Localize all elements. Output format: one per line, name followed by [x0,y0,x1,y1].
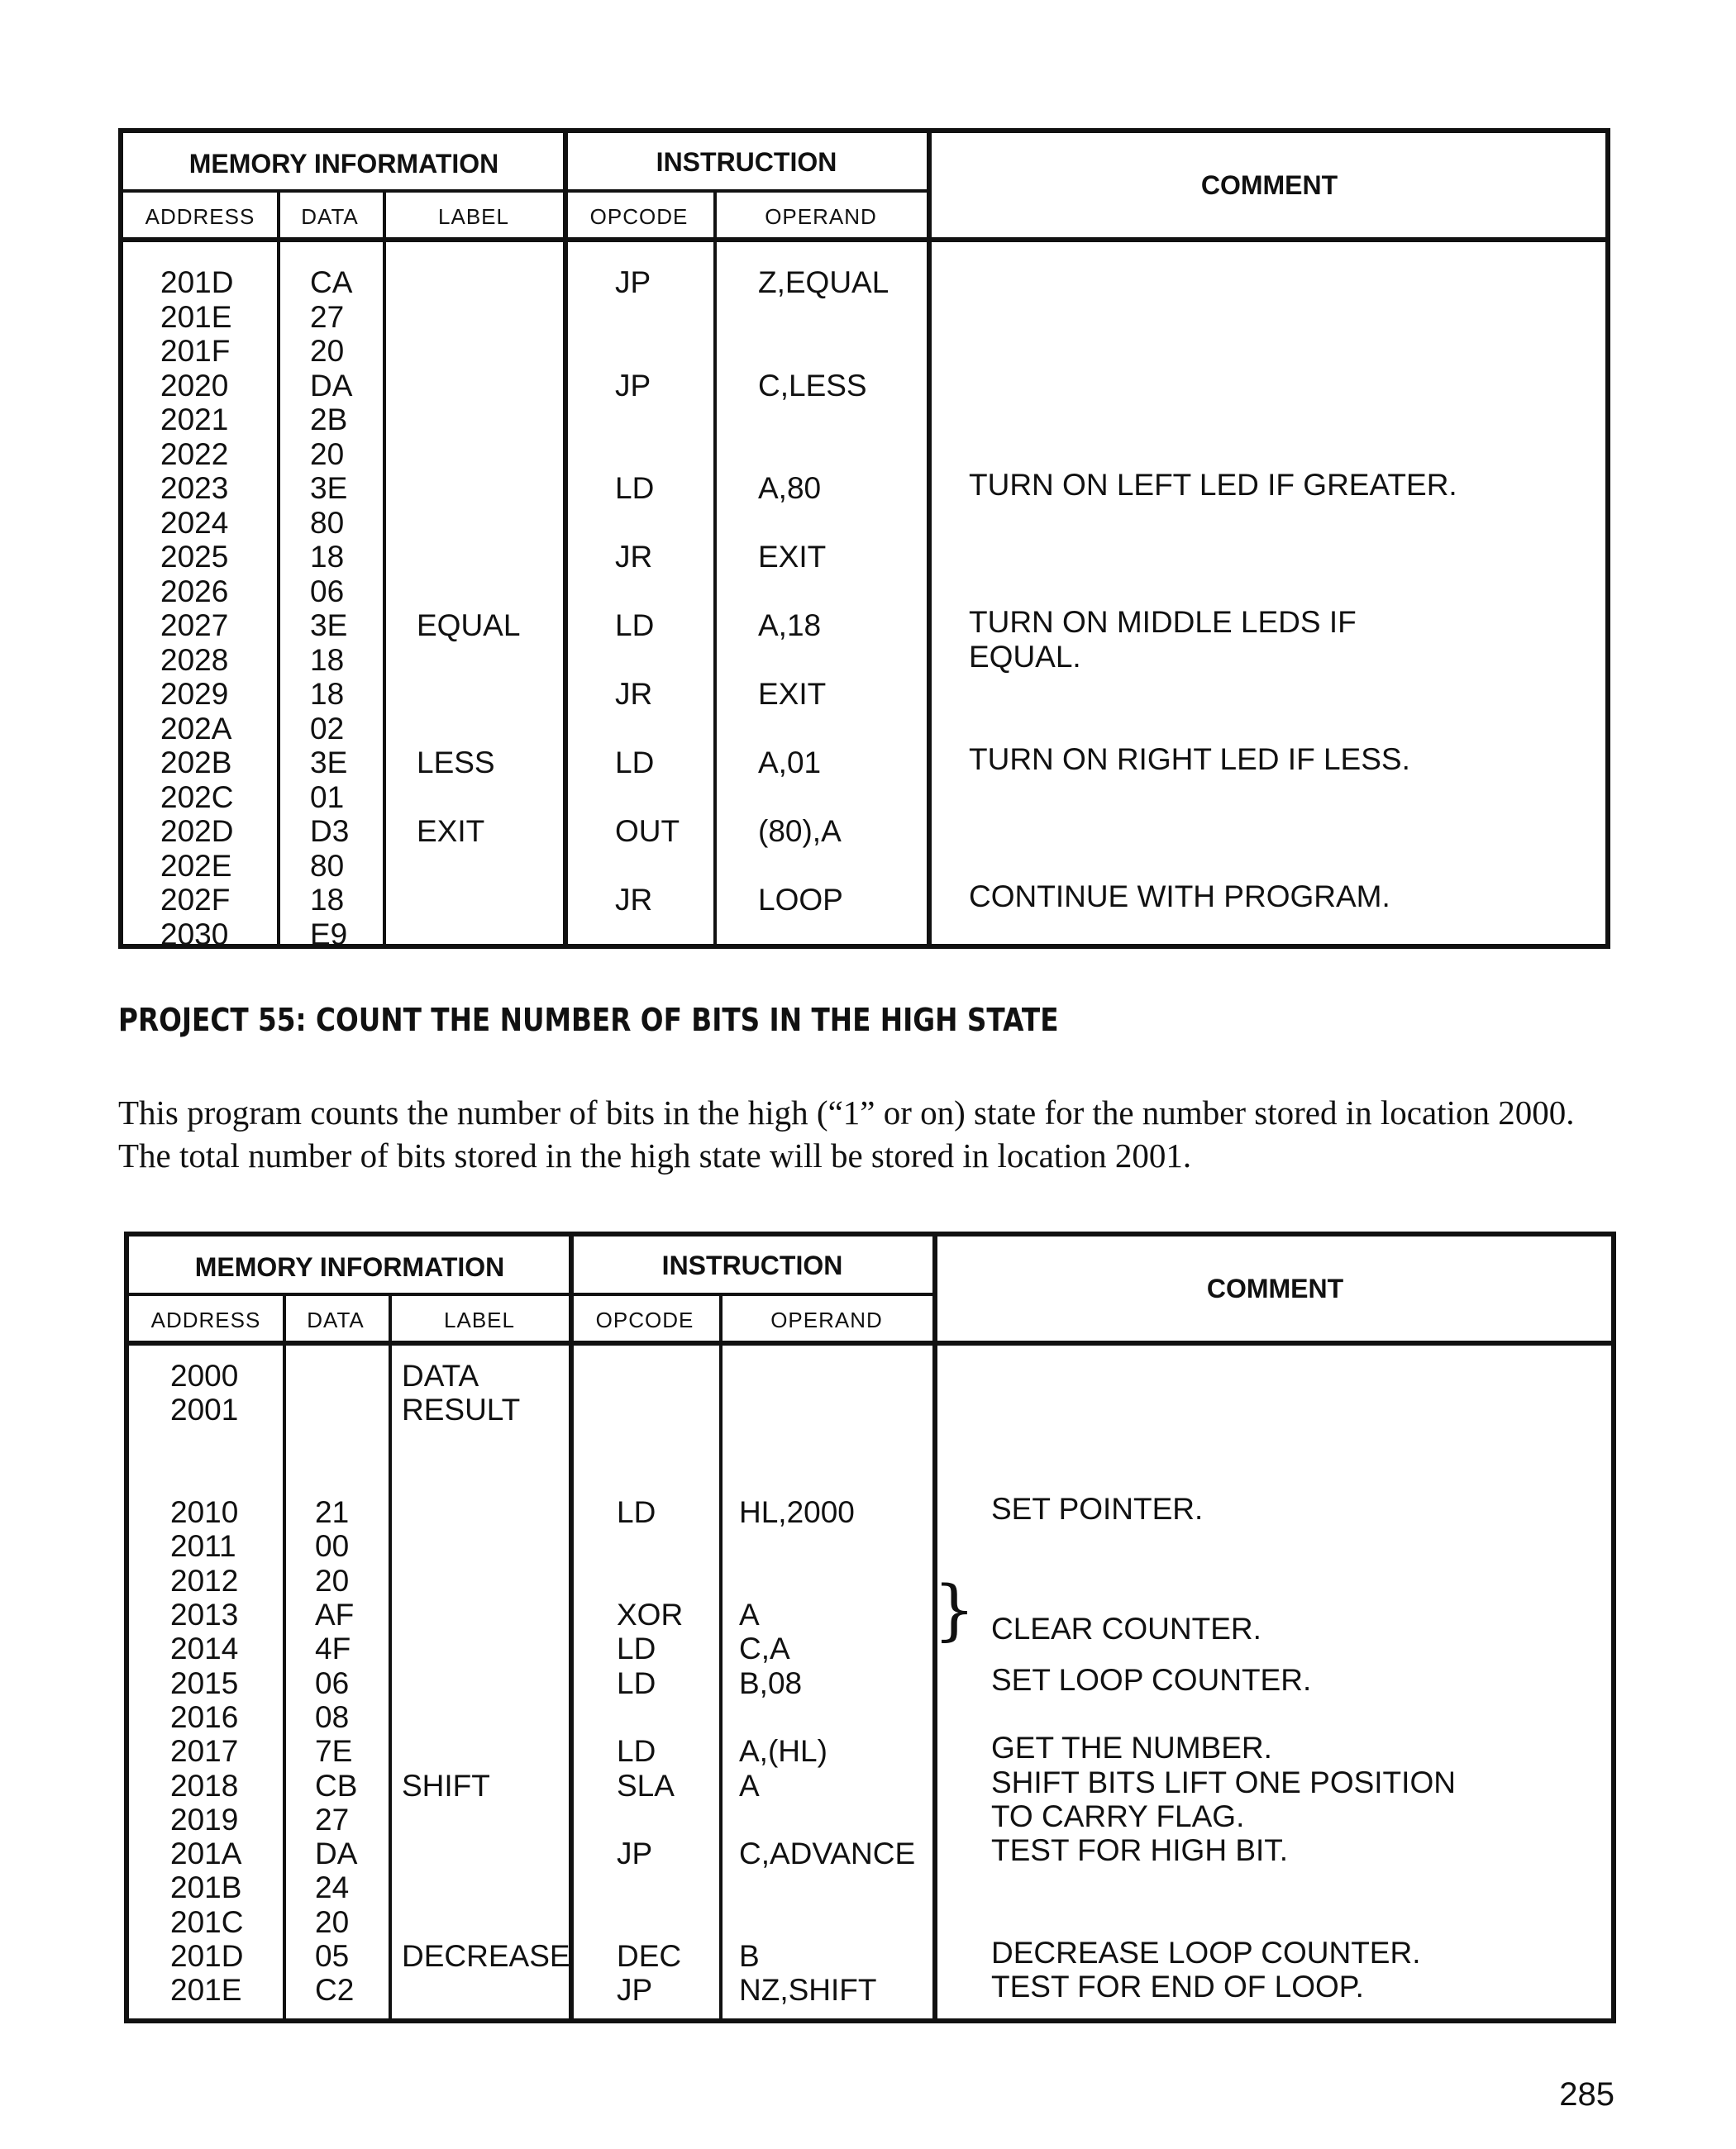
data-cell: 00 [315,1529,350,1564]
data-cell: DA [310,368,353,403]
address-cell [170,1461,243,1495]
opcode-cell [615,574,680,609]
operand-cell [739,1564,915,1598]
opcode-cell: LD [617,1665,656,1700]
operand-column [758,265,889,951]
opcode-cell: DEC [617,1939,682,1974]
col-divider-address [277,189,280,949]
operand-cell: HL,2000 [739,1495,855,1530]
label-cell [417,265,520,300]
opcode-cell [615,780,680,815]
header-opcode: OPCODE [589,203,689,229]
label-cell [417,677,520,712]
data-cell: D3 [310,814,350,848]
opcode-cell [617,1905,683,1939]
data-cell [315,1427,357,1461]
data-cell [315,1359,357,1393]
data-cell [315,1393,357,1427]
opcode-column [617,1359,683,2008]
address-cell: 2013 [170,1598,239,1632]
label-cell [402,1837,570,1870]
comment-text: TEST FOR END OF LOOP. [991,1970,1364,2004]
project-description: This program counts the number of bits in the high (“1” or on) state for the number stored in location 2000. The total number of bits stored in the high state will be stored in location 2001. [118,1094,1575,1175]
comment-text: CONTINUE WITH PROGRAM. [969,879,1390,913]
operand-cell [758,437,889,472]
operand-cell: (80),A [758,814,842,848]
data-cell: 18 [310,642,345,677]
header-label: LABEL [444,1307,515,1332]
operand-cell: A [739,1768,760,1803]
address-cell: 2021 [160,403,229,436]
comment-text: TEST FOR HIGH BIT. [991,1833,1289,1868]
label-cell [417,574,520,609]
address-cell: 2025 [160,540,229,574]
label-cell [417,369,520,403]
opcode-cell: JP [615,368,651,403]
label-cell [417,643,520,678]
address-cell: 2027 [160,608,229,642]
label-cell [417,334,520,369]
label-cell [402,1461,570,1495]
opcode-cell: LD [615,471,655,505]
address-cell: 201A [170,1837,242,1871]
opcode-cell: LD [615,746,655,779]
operand-cell: EXIT [758,677,827,711]
label-cell [402,1632,570,1665]
operand-cell [758,712,889,746]
address-cell: 201C [170,1904,244,1939]
label-cell [417,780,520,815]
label-cell [417,437,520,472]
operand-cell: C,LESS [758,368,867,403]
opcode-cell [617,1870,683,1904]
operand-cell: B [739,1939,760,1974]
data-cell: 18 [310,540,345,574]
operand-column [739,1359,915,2008]
opcode-cell [617,1393,683,1427]
address-cell: 2022 [160,436,229,471]
operand-cell [739,1529,915,1563]
operand-cell [739,1870,915,1904]
address-cell: 202A [160,711,232,746]
header-divider [123,189,928,193]
opcode-cell: JP [617,1973,653,2008]
header-address: ADDRESS [150,1307,261,1332]
operand-cell: A [739,1598,760,1632]
opcode-cell [617,1700,683,1734]
operand-cell [739,1427,915,1461]
col-divider-address [283,1293,286,2023]
address-cell: 2029 [160,677,229,711]
header-comment: COMMENT [1200,169,1338,200]
address-cell: 202D [160,814,234,848]
operand-cell [739,1461,915,1495]
data-cell: 08 [315,1699,350,1734]
comment-text: SET LOOP COUNTER. [991,1662,1312,1697]
comment-text: SHIFT BITS LIFT ONE POSITION [991,1765,1456,1799]
address-column [160,265,233,951]
data-cell: 80 [310,848,345,883]
data-column [310,265,352,951]
address-cell: 201E [170,1973,242,2008]
comment-text: GET THE NUMBER. [991,1731,1272,1765]
label-cell [417,849,520,884]
data-cell: 20 [315,1563,350,1598]
data-cell: 27 [315,1802,350,1837]
address-cell: 2030 [160,917,229,951]
header-opcode: OPCODE [595,1307,694,1332]
label-cell [417,506,520,541]
address-cell: 201D [160,265,234,299]
data-cell [315,1461,357,1495]
data-cell: 27 [310,299,345,334]
data-cell: 7E [315,1734,353,1769]
label-cell [402,1973,570,2007]
operand-cell: C,ADVANCE [739,1837,916,1871]
data-cell: 01 [310,779,345,814]
label-cell [402,1700,570,1734]
label-column [417,265,520,951]
operand-cell [739,1359,915,1393]
opcode-cell: LD [617,1734,656,1769]
operand-cell: NZ,SHIFT [739,1973,877,2008]
project-heading: PROJECT 55: COUNT THE NUMBER OF BITS IN THE HIGH STATE [118,1002,1059,1038]
address-cell: 2024 [160,505,229,540]
opcode-cell [617,1359,683,1393]
operand-cell [739,1393,915,1427]
data-cell: 2B [310,403,348,436]
label-cell [402,1495,570,1529]
header-address: ADDRESS [145,203,255,229]
address-cell: 202C [160,779,234,814]
comment-text: EQUAL. [969,639,1081,674]
label-cell [402,1734,570,1768]
opcode-cell: JR [615,540,653,574]
data-cell: 80 [310,505,345,540]
opcode-cell: XOR [617,1598,684,1632]
col-divider-data [389,1293,392,2023]
opcode-column [615,265,680,951]
label-cell [402,1598,570,1632]
address-cell: 2019 [170,1802,239,1837]
data-cell: 20 [310,436,345,471]
address-cell: 201E [160,299,232,334]
data-cell: CA [310,265,353,299]
opcode-cell [617,1803,683,1837]
data-cell: CB [315,1768,358,1803]
data-cell: 20 [315,1904,350,1939]
operand-cell: A,18 [758,608,822,642]
label-cell [417,712,520,746]
opcode-cell [615,300,680,335]
data-cell: DA [315,1837,358,1871]
data-cell: E9 [310,917,348,951]
header-divider [129,1293,934,1296]
opcode-cell [617,1529,683,1563]
opcode-cell [615,917,680,952]
address-cell: 2020 [160,368,229,403]
address-cell: 201B [170,1870,242,1905]
label-cell [417,540,520,574]
opcode-cell [617,1461,683,1495]
operand-cell: Z,EQUAL [758,265,889,299]
comment-text: TURN ON LEFT LED IF GREATER. [969,468,1457,502]
opcode-cell: JP [615,265,651,299]
data-cell: 4F [315,1632,351,1666]
header-label: LABEL [438,203,509,229]
operand-cell: B,08 [739,1665,803,1700]
label-column [402,1359,570,2008]
opcode-cell [615,437,680,472]
address-cell: 201F [160,334,231,368]
operand-cell [758,643,889,678]
opcode-cell: JP [617,1837,653,1871]
comment-text: TO CARRY FLAG. [991,1799,1245,1833]
header-operand: OPERAND [770,1307,883,1332]
operand-cell [758,849,889,884]
data-column [315,1359,357,2008]
address-cell: 2026 [160,574,229,608]
brace-mark: } [933,1571,975,1648]
label-cell: EXIT [417,814,485,848]
data-cell: 3E [310,471,348,505]
operand-cell [739,1803,915,1837]
address-cell: 201D [170,1939,244,1974]
comment-text: TURN ON MIDDLE LEDS IF [969,605,1357,639]
data-cell: 06 [310,574,345,608]
address-cell: 2011 [170,1529,236,1564]
operand-cell [758,403,889,437]
opcode-cell: JR [615,883,653,917]
operand-cell [758,780,889,815]
label-cell [402,1666,570,1700]
operand-cell: A,01 [758,746,822,779]
operand-cell [758,917,889,952]
col-divider-data [383,189,386,949]
address-cell: 202B [160,746,232,779]
data-cell: 24 [315,1870,350,1905]
header-operand: OPERAND [765,203,877,229]
header-data: DATA [301,203,359,229]
address-cell: 2023 [160,471,229,505]
opcode-cell [615,849,680,884]
data-cell: 3E [310,746,348,779]
comment-text: TURN ON RIGHT LED IF LESS. [969,742,1410,776]
address-cell: 2016 [170,1699,239,1734]
opcode-cell [615,643,680,678]
opcode-cell: LD [617,1632,656,1666]
data-cell: 06 [315,1665,350,1700]
header-bottom-line [123,237,1610,242]
program-table-1 [118,128,1610,949]
comment-text: DECREASE LOOP COUNTER. [991,1936,1421,1970]
operand-cell: C,A [739,1632,790,1666]
address-cell: 2010 [170,1495,239,1530]
address-cell: 2017 [170,1734,239,1769]
address-cell: 2012 [170,1563,239,1598]
label-cell [402,1870,570,1904]
opcode-cell [617,1427,683,1461]
opcode-cell [615,712,680,746]
operand-cell: A,80 [758,471,822,505]
label-cell: EQUAL [417,608,521,642]
label-cell [402,1564,570,1598]
label-cell: LESS [417,746,495,779]
label-cell: RESULT [402,1393,521,1427]
label-cell [417,403,520,437]
operand-cell [758,300,889,335]
opcode-cell: JR [615,677,653,711]
label-cell [417,883,520,917]
header-comment: COMMENT [1206,1273,1344,1303]
opcode-cell [617,1564,683,1598]
address-column [170,1359,243,2008]
data-cell: 21 [315,1495,350,1530]
col-divider-opcode [713,189,717,949]
label-cell [402,1529,570,1563]
header-memory-information: MEMORY INFORMATION [194,1251,505,1282]
address-cell: 2014 [170,1632,239,1666]
address-cell: 202E [160,848,232,883]
address-cell: 202F [160,883,231,917]
header-instruction: INSTRUCTION [656,146,837,177]
header-bottom-line [129,1341,1616,1346]
operand-cell [758,334,889,369]
label-cell [417,300,520,335]
data-cell: 02 [310,711,345,746]
address-cell: 2018 [170,1768,239,1803]
comment-text: SET POINTER. [991,1492,1204,1527]
operand-cell: EXIT [758,540,827,574]
data-cell: 3E [310,608,348,642]
label-cell [402,1803,570,1837]
data-cell: 05 [315,1939,350,1974]
col-divider-label [563,133,568,949]
program-table-2 [124,1232,1616,2023]
operand-cell: LOOP [758,883,843,917]
data-cell: 18 [310,883,345,917]
operand-cell: A,(HL) [739,1734,827,1769]
address-cell: 2000 [170,1359,239,1393]
operand-cell [758,574,889,609]
opcode-cell: SLA [617,1768,675,1803]
operand-cell [758,506,889,541]
opcode-cell [615,403,680,437]
col-divider-opcode [719,1293,723,2023]
opcode-cell: LD [617,1495,656,1530]
data-cell: 18 [310,677,345,711]
header-data: DATA [307,1307,365,1332]
label-cell: DECREASE [402,1939,570,1974]
address-cell [170,1427,243,1461]
comment-text: CLEAR COUNTER. [991,1611,1261,1646]
header-memory-information: MEMORY INFORMATION [188,148,499,179]
data-cell: 20 [310,334,345,368]
label-cell [417,917,520,952]
opcode-cell: LD [615,608,655,642]
label-cell [402,1905,570,1939]
opcode-cell [615,334,680,369]
operand-cell [739,1905,915,1939]
label-cell [417,471,520,506]
address-cell: 2001 [170,1393,239,1427]
data-cell: AF [315,1598,355,1632]
header-instruction: INSTRUCTION [661,1250,843,1280]
label-cell: DATA [402,1359,479,1393]
opcode-cell: OUT [615,814,680,848]
col-divider-operand [927,133,932,949]
data-cell: C2 [315,1973,355,2008]
label-cell: SHIFT [402,1768,490,1803]
opcode-cell [615,506,680,541]
page-number: 285 [1559,2076,1614,2113]
operand-cell [739,1700,915,1734]
address-cell: 2015 [170,1665,239,1700]
address-cell: 2028 [160,642,229,677]
label-cell [402,1427,570,1461]
